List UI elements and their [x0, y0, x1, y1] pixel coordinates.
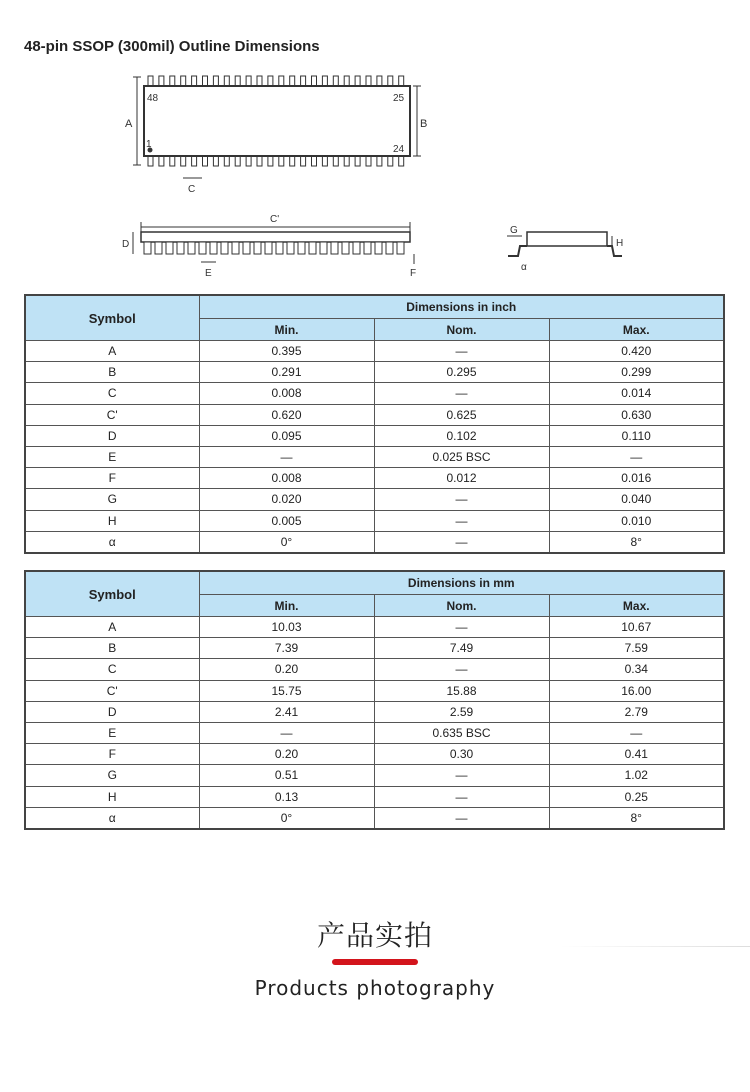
table-row [25, 531, 724, 553]
nom-cell: — [374, 383, 549, 404]
side-pin-lead [320, 242, 327, 254]
table-row [25, 701, 724, 722]
package-body-side-view [141, 232, 410, 242]
min-cell: 0.008 [199, 468, 374, 489]
side-pin-lead [342, 242, 349, 254]
pin-lead [355, 76, 360, 86]
pin-lead [377, 76, 382, 86]
pin-lead [257, 156, 262, 166]
end-view-lead-left [508, 246, 527, 256]
nom-cell: — [374, 341, 549, 362]
pin-lead [268, 76, 273, 86]
side-pin-lead [254, 242, 261, 254]
side-pin-lead [276, 242, 283, 254]
dim-alpha-label: α [521, 262, 527, 273]
col-header-nom: Nom. [374, 595, 549, 617]
max-cell: 0.41 [549, 744, 724, 765]
col-header-min: Min. [199, 319, 374, 341]
nom-cell: 0.30 [374, 744, 549, 765]
min-cell: — [199, 446, 374, 467]
nom-cell: 15.88 [374, 680, 549, 701]
side-pin-lead [177, 242, 184, 254]
pin-1-label: 1 [146, 139, 152, 150]
side-pin-lead [199, 242, 206, 254]
symbol-cell: A [25, 341, 199, 362]
pin-lead [159, 76, 164, 86]
side-pin-lead [364, 242, 371, 254]
nom-cell: 0.635 BSC [374, 722, 549, 743]
max-cell: 0.110 [549, 425, 724, 446]
min-cell: 10.03 [199, 617, 374, 638]
pin-lead [203, 156, 208, 166]
symbol-cell: B [25, 362, 199, 383]
symbol-cell: E [25, 722, 199, 743]
dimensions-mm-table [24, 570, 725, 830]
section-heading-zh: 产品实拍 [316, 919, 433, 952]
dim-a-label: A [125, 118, 133, 130]
min-cell: 2.41 [199, 701, 374, 722]
side-pin-lead [243, 242, 250, 254]
max-cell: 0.016 [549, 468, 724, 489]
side-pin-lead [155, 242, 162, 254]
pin-lead [148, 76, 153, 86]
group-header: Dimensions in inch [199, 295, 724, 319]
pin-lead [322, 76, 327, 86]
package-body-end-view [527, 232, 607, 246]
pin-lead [333, 156, 338, 166]
pin-lead [170, 76, 175, 86]
col-header-min: Min. [199, 595, 374, 617]
table-row [25, 510, 724, 531]
side-pin-lead [287, 242, 294, 254]
nom-cell: 0.102 [374, 425, 549, 446]
pin-lead [246, 76, 251, 86]
side-pin-lead [331, 242, 338, 254]
max-cell: 0.040 [549, 489, 724, 510]
max-cell: 0.014 [549, 383, 724, 404]
side-pin-lead [397, 242, 404, 254]
symbol-header: Symbol [25, 295, 199, 341]
symbol-cell: H [25, 510, 199, 531]
min-cell: 0.13 [199, 786, 374, 807]
max-cell: — [549, 446, 724, 467]
max-cell: 7.59 [549, 638, 724, 659]
pin-lead [388, 156, 393, 166]
dimensions-inch-table [24, 294, 725, 554]
pin-lead [159, 156, 164, 166]
dim-g-label: G [510, 225, 518, 236]
side-pin-lead [353, 242, 360, 254]
table-row [25, 680, 724, 701]
min-cell: — [199, 722, 374, 743]
pin-lead [213, 76, 218, 86]
max-cell: 0.34 [549, 659, 724, 680]
table-row [25, 807, 724, 829]
side-pin-lead [210, 242, 217, 254]
side-pin-lead [309, 242, 316, 254]
dim-c-label: C [188, 184, 196, 195]
min-cell: 0.095 [199, 425, 374, 446]
min-cell: 0° [199, 807, 374, 829]
symbol-cell: F [25, 468, 199, 489]
nom-cell: 2.59 [374, 701, 549, 722]
pin-lead [344, 156, 349, 166]
min-cell: 0.395 [199, 341, 374, 362]
symbol-cell: C [25, 383, 199, 404]
pin-lead [213, 156, 218, 166]
max-cell: 2.79 [549, 701, 724, 722]
nom-cell: 0.012 [374, 468, 549, 489]
table-row [25, 786, 724, 807]
pin-lead [377, 156, 382, 166]
table-row [25, 638, 724, 659]
table-row [25, 362, 724, 383]
pin-lead [279, 156, 284, 166]
max-cell: 8° [549, 807, 724, 829]
max-cell: 0.25 [549, 786, 724, 807]
nom-cell: — [374, 489, 549, 510]
table-row [25, 617, 724, 638]
max-cell: 1.02 [549, 765, 724, 786]
pin-lead [399, 76, 404, 86]
pin-lead [355, 156, 360, 166]
min-cell: 0.020 [199, 489, 374, 510]
package-outline-diagram [0, 0, 750, 290]
symbol-cell: D [25, 701, 199, 722]
group-header: Dimensions in mm [199, 571, 724, 595]
side-pin-lead [265, 242, 272, 254]
section-heading-en: Products photography [254, 976, 496, 1000]
symbol-cell: C' [25, 404, 199, 425]
side-pin-lead [166, 242, 173, 254]
min-cell: 0.291 [199, 362, 374, 383]
symbol-cell: G [25, 765, 199, 786]
table-row [25, 468, 724, 489]
symbol-cell: E [25, 446, 199, 467]
max-cell: 0.010 [549, 510, 724, 531]
symbol-cell: H [25, 786, 199, 807]
bottom-pins-row [148, 156, 404, 166]
min-cell: 0.20 [199, 659, 374, 680]
symbol-cell: C [25, 659, 199, 680]
pin-48-label: 48 [147, 93, 159, 104]
min-cell: 0.008 [199, 383, 374, 404]
symbol-cell: α [25, 531, 199, 553]
nom-cell: — [374, 765, 549, 786]
nom-cell: — [374, 617, 549, 638]
table-row [25, 446, 724, 467]
dim-f-label: F [410, 268, 417, 279]
pin-lead [333, 76, 338, 86]
symbol-cell: D [25, 425, 199, 446]
min-cell: 0.620 [199, 404, 374, 425]
pin-lead [290, 76, 295, 86]
pin-lead [181, 156, 186, 166]
min-cell: 0.20 [199, 744, 374, 765]
nom-cell: 7.49 [374, 638, 549, 659]
table-row [25, 341, 724, 362]
page-title: 48-pin SSOP (300mil) Outline Dimensions [24, 38, 320, 55]
pin-lead [148, 156, 153, 166]
side-pin-lead [375, 242, 382, 254]
pin-lead [388, 76, 393, 86]
min-cell: 7.39 [199, 638, 374, 659]
col-header-max: Max. [549, 319, 724, 341]
max-cell: 0.420 [549, 341, 724, 362]
package-body-top-view [144, 86, 410, 156]
col-header-max: Max. [549, 595, 724, 617]
pin-lead [290, 156, 295, 166]
symbol-cell: B [25, 638, 199, 659]
side-pin-lead [221, 242, 228, 254]
col-header-nom: Nom. [374, 319, 549, 341]
pin-lead [170, 156, 175, 166]
nom-cell: — [374, 531, 549, 553]
accent-bar [332, 959, 418, 965]
max-cell: 0.299 [549, 362, 724, 383]
max-cell: — [549, 722, 724, 743]
symbol-cell: α [25, 807, 199, 829]
pin-25-label: 25 [393, 93, 405, 104]
pin-lead [344, 76, 349, 86]
symbol-cell: G [25, 489, 199, 510]
pin-lead [301, 156, 306, 166]
pin-lead [257, 76, 262, 86]
table-row [25, 744, 724, 765]
table-row [25, 383, 724, 404]
min-cell: 15.75 [199, 680, 374, 701]
table-row [25, 404, 724, 425]
top-pins-row [148, 76, 404, 86]
pin-lead [366, 156, 371, 166]
side-pin-lead [144, 242, 151, 254]
pin-lead [279, 76, 284, 86]
nom-cell: 0.295 [374, 362, 549, 383]
nom-cell: 0.625 [374, 404, 549, 425]
symbol-cell: C' [25, 680, 199, 701]
pin-lead [192, 76, 197, 86]
dim-h-label: H [616, 238, 624, 249]
table-row [25, 659, 724, 680]
dim-b-label: B [420, 118, 428, 130]
pin-lead [301, 76, 306, 86]
table-row [25, 722, 724, 743]
side-pin-lead [188, 242, 195, 254]
nom-cell: 0.025 BSC [374, 446, 549, 467]
symbol-header: Symbol [25, 571, 199, 617]
pin-lead [224, 156, 229, 166]
nom-cell: — [374, 510, 549, 531]
pin-lead [399, 156, 404, 166]
side-pin-lead [386, 242, 393, 254]
max-cell: 8° [549, 531, 724, 553]
symbol-cell: A [25, 617, 199, 638]
table-row [25, 765, 724, 786]
symbol-cell: F [25, 744, 199, 765]
side-pin-lead [232, 242, 239, 254]
pin-lead [192, 156, 197, 166]
min-cell: 0.51 [199, 765, 374, 786]
max-cell: 0.630 [549, 404, 724, 425]
pin-lead [366, 76, 371, 86]
pin-lead [322, 156, 327, 166]
side-pins-row [144, 242, 404, 254]
side-pin-lead [298, 242, 305, 254]
nom-cell: — [374, 786, 549, 807]
pin-lead [203, 76, 208, 86]
nom-cell: — [374, 807, 549, 829]
dim-e-label: E [205, 268, 212, 279]
pin-lead [268, 156, 273, 166]
pin-lead [235, 156, 240, 166]
dim-d-label: D [122, 239, 130, 250]
pin-24-label: 24 [393, 144, 405, 155]
dim-c-prime-label: C' [270, 214, 280, 225]
pin-lead [246, 156, 251, 166]
table-row [25, 425, 724, 446]
table-row [25, 489, 724, 510]
pin-lead [312, 156, 317, 166]
pin-lead [235, 76, 240, 86]
pin-lead [181, 76, 186, 86]
max-cell: 10.67 [549, 617, 724, 638]
min-cell: 0° [199, 531, 374, 553]
nom-cell: — [374, 659, 549, 680]
pin-lead [224, 76, 229, 86]
min-cell: 0.005 [199, 510, 374, 531]
pin-lead [312, 76, 317, 86]
max-cell: 16.00 [549, 680, 724, 701]
